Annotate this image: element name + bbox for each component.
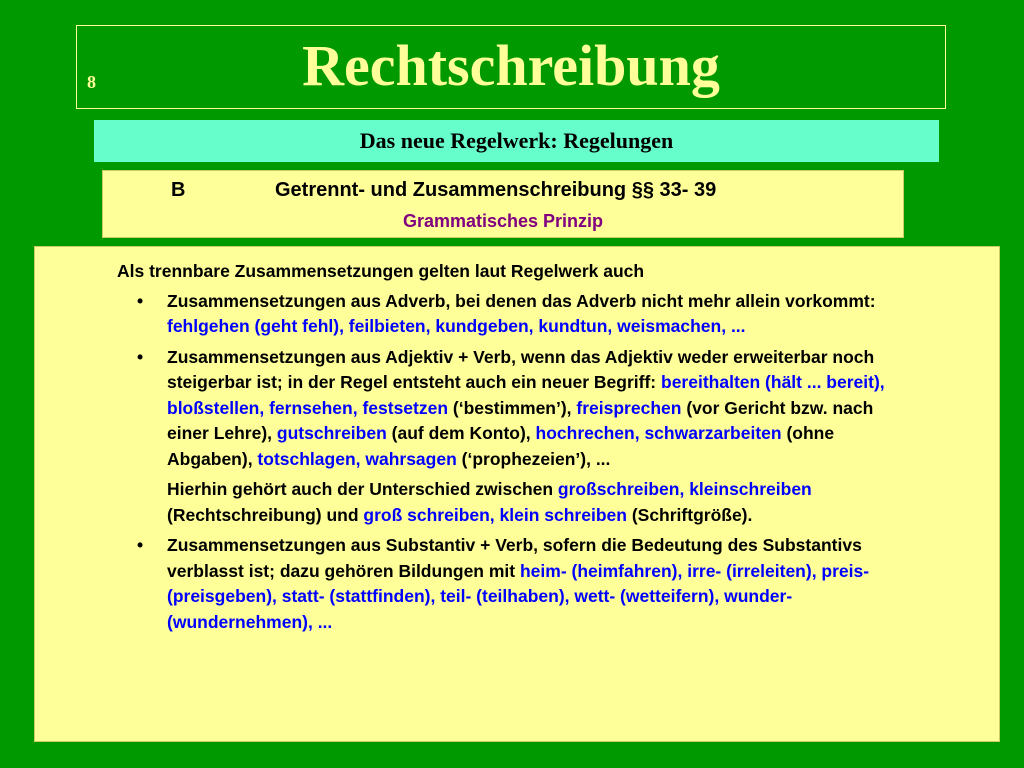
- item-text: (Schriftgröße).: [626, 504, 753, 525]
- section-subheading: Grammatisches Prinzip: [402, 211, 604, 231]
- section-heading: Getrennt- und Zusammenschreibung §§ 33- 39: [275, 179, 717, 201]
- example-text: freisprechen: [576, 397, 682, 418]
- slide-number: 8: [87, 72, 96, 92]
- item-text: Zusammensetzungen aus Adjektiv + Verb, wenn das Adjektiv weder erweiterbar noch steigerbar ist; in der Regel entsteht auch ein neuer Begriff:: [167, 346, 875, 392]
- item-text: Zusammensetzungen aus Adverb, bei denen das Adverb nicht mehr allein vorkommt:: [167, 290, 876, 311]
- example-text: heim- (heimfahren), irre- (irreleiten), preis- (preisgeben), statt- (stattfinden), teil- (teilhaben), wett- (wetteifern), wunder- (wundernehmen), ...: [167, 560, 870, 632]
- bullet-icon: •: [137, 290, 144, 311]
- item-text: (auf dem Konto),: [386, 423, 536, 443]
- item-text: (‘prophezeien’), ...: [456, 448, 611, 469]
- item-text: (ohne Abgaben),: [167, 423, 835, 469]
- subtitle-text: Das neue Regelwerk: Regelungen: [359, 128, 674, 153]
- bullet-icon: •: [137, 346, 144, 367]
- section-letter: B: [171, 179, 186, 201]
- example-text: bereithalten (hält ... bereit), bloßstellen, fernsehen, festsetzen: [167, 372, 885, 418]
- slide-title: Rechtschreibung: [302, 33, 720, 98]
- item-text: (vor Gericht bzw. nach einer Lehre),: [167, 397, 874, 443]
- example-text: fehlgehen (geht fehl), feilbieten, kundgeben, kundtun, weismachen, ...: [167, 316, 746, 336]
- bullet-icon: •: [137, 535, 144, 555]
- example-text: groß schreiben, klein schreiben: [363, 504, 627, 525]
- rule-list: [117, 533, 917, 635]
- example-text: gutschreiben: [276, 423, 387, 443]
- list-item: [117, 289, 917, 340]
- content-body: [117, 259, 917, 640]
- item-text: (‘bestimmen’),: [448, 397, 577, 418]
- intro-text: Als trennbare Zusammensetzungen gelten laut Regelwerk auch: [117, 261, 645, 281]
- content-box: [34, 246, 1000, 742]
- item-text: (Rechtschreibung) und: [167, 504, 364, 525]
- subtitle-bar: [94, 120, 939, 162]
- example-text: hochrechen, schwarzarbeiten: [535, 423, 782, 443]
- example-text: großschreiben, kleinschreiben: [557, 479, 812, 499]
- list-item: [117, 345, 917, 473]
- list-item: [117, 533, 917, 635]
- extra-note: [117, 477, 917, 528]
- title-frame: [76, 25, 946, 109]
- item-text: Zusammensetzungen aus Substantiv + Verb, sofern die Bedeutung des Substantivs verblasst ist; dazu gehören Bildungen mit: [167, 535, 862, 581]
- rule-list: [117, 289, 917, 473]
- section-heading-box: [102, 170, 904, 238]
- example-text: totschlagen, wahrsagen: [257, 448, 457, 469]
- item-text: Hierhin gehört auch der Unterschied zwischen: [167, 479, 558, 499]
